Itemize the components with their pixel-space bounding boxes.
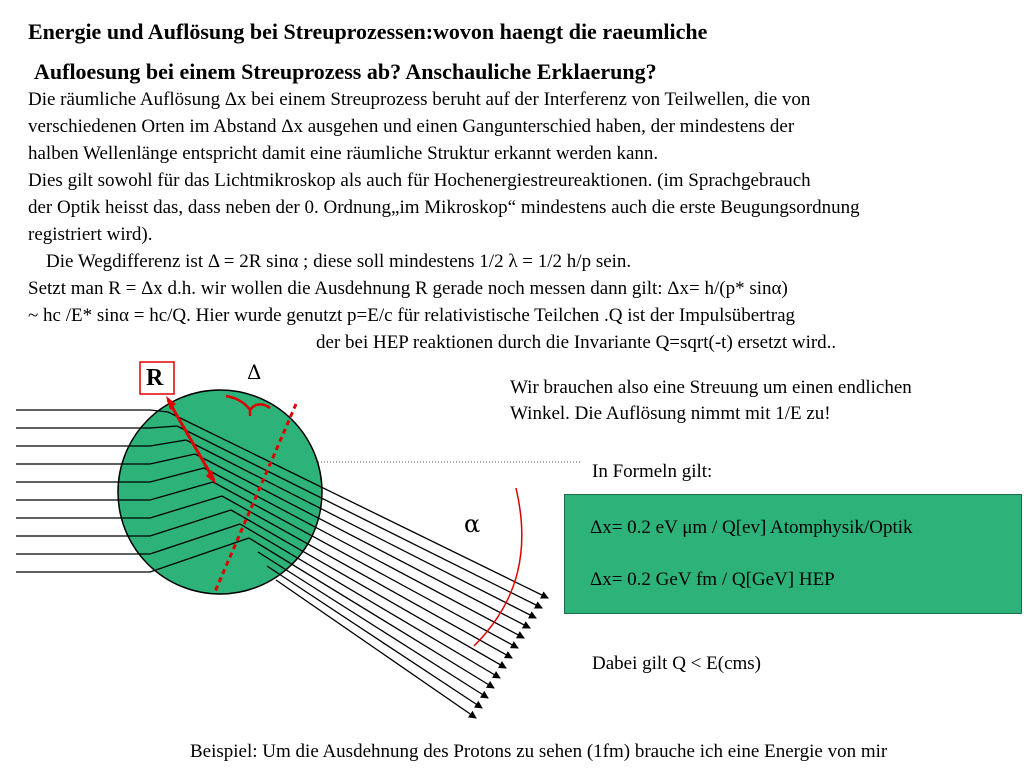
scattered-ray <box>267 566 482 708</box>
comment-line-2: Winkel. Die Auflösung nimmt mit 1/E zu! <box>510 403 831 424</box>
scattered-ray <box>240 524 500 678</box>
body-line-4: Dies gilt sowohl für das Lichtmikroskop als auch für Hochenergiestreureaktionen. (im Sprachgebrauch <box>28 170 811 191</box>
formula-atomic: Δx= 0.2 eV μm / Q[ev] Atomphysik/Optik <box>590 517 913 538</box>
label-delta: Δ <box>247 360 262 384</box>
body-line-1: Die räumliche Auflösung Δx bei einem Streuprozess beruht auf der Interferenz von Teilwellen, die von <box>28 89 811 110</box>
body-line-9: ~ hc /E* sinα = hc/Q. Hier wurde genutzt p=E/c für relativistische Teilchen .Q ist der Impulsübertrag <box>28 305 796 326</box>
formula-hep: Δx= 0.2 GeV fm / Q[GeV] HEP <box>590 569 835 590</box>
example-line: Beispiel: Um die Ausdehnung des Protons zu sehen (1fm) brauche ich eine Energie von mir <box>190 741 888 762</box>
scattered-ray <box>276 580 476 718</box>
body-line-5: der Optik heisst das, dass neben der 0. Ordnung„im Mikroskop“ mindestens auch die erste Beugungsordnung <box>28 197 860 218</box>
condition-line: Dabei gilt Q < E(cms) <box>592 653 762 674</box>
angle-arc <box>474 488 522 646</box>
formula-box <box>564 494 1022 614</box>
comment-line-1: Wir brauchen also eine Streuung um einen endlichen <box>510 377 912 398</box>
body-line-7: Die Wegdifferenz ist Δ = 2R sinα ; diese soll mindestens 1/2 λ = 1/2 h/p sein. <box>46 251 632 272</box>
body-line-6: registriert wird). <box>28 224 153 245</box>
slide-title-line-2: Aufloesung bei einem Streuprozess ab? Anschauliche Erklaerung? <box>34 59 657 84</box>
label-alpha: α <box>464 510 481 538</box>
slide-title-line-1: Energie und Auflösung bei Streuprozessen:wovon haengt die raeumliche <box>28 19 708 44</box>
label-r: R <box>146 365 164 391</box>
formulas-heading: In Formeln gilt: <box>592 461 713 482</box>
body-line-8: Setzt man R = Δx d.h. wir wollen die Ausdehnung R gerade noch messen dann gilt: Δx= h/(p* sinα) <box>28 278 788 299</box>
scattered-ray <box>249 538 494 688</box>
body-line-2: verschiedenen Orten im Abstand Δx ausgehen und einen Gangunterschied haben, der mindestens der <box>28 116 795 137</box>
body-line-3: halben Wellenlänge entspricht damit eine räumliche Struktur erkannt werden kann. <box>28 143 659 164</box>
body-line-10: der bei HEP reaktionen durch die Invariante Q=sqrt(-t) ersetzt wird.. <box>316 332 837 353</box>
